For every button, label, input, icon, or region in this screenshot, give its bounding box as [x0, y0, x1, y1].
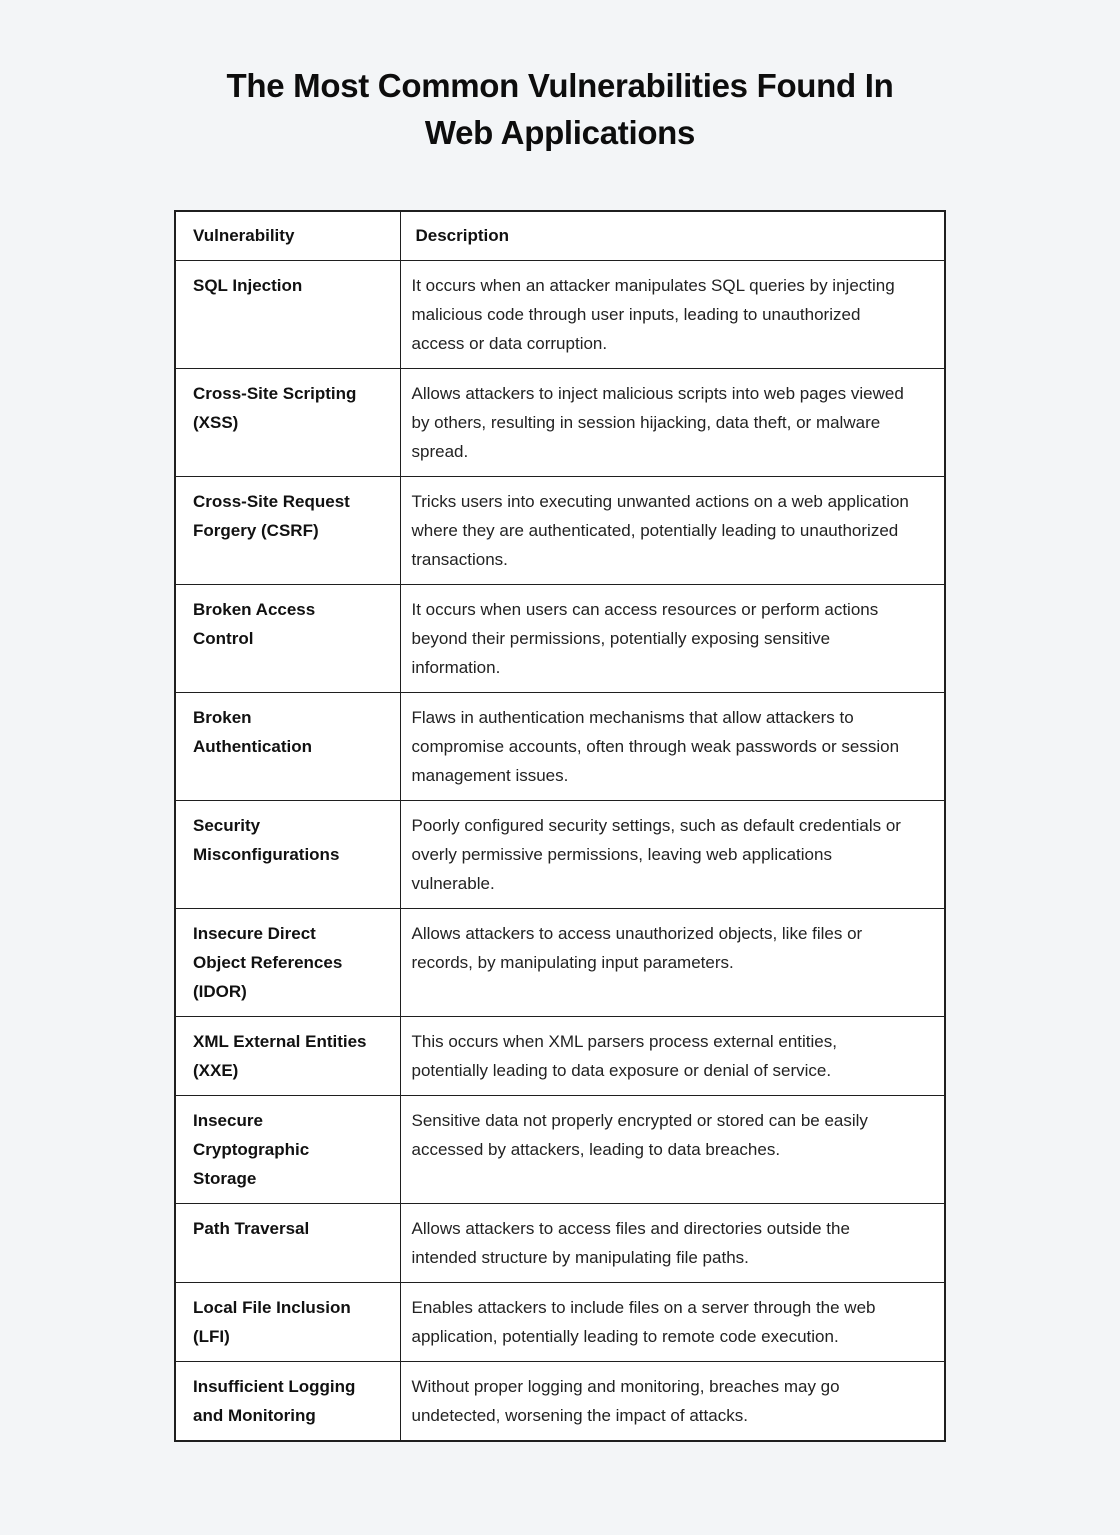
- description-cell: Allows attackers to inject malicious scripts into web pages viewed by others, resulting in session hijacking, data theft, or malware spread.: [400, 369, 945, 477]
- page-title: The Most Common Vulnerabilities Found In Web Applications: [226, 67, 894, 151]
- column-header-description: Description: [400, 211, 945, 261]
- vulnerability-cell: Cross-Site Request Forgery (CSRF): [175, 477, 400, 585]
- vulnerability-cell: SQL Injection: [175, 261, 400, 369]
- table-row: [175, 585, 945, 693]
- vulnerability-cell: Security Misconfigurations: [175, 801, 400, 909]
- table-row: [175, 909, 945, 1017]
- description-cell: Allows attackers to access unauthorized objects, like files or records, by manipulating input parameters.: [400, 909, 945, 1017]
- description-cell: Enables attackers to include files on a server through the web application, potentially leading to remote code execution.: [400, 1283, 945, 1362]
- description-cell: Allows attackers to access files and directories outside the intended structure by manipulating file paths.: [400, 1204, 945, 1283]
- vulnerability-cell: Broken Authentication: [175, 693, 400, 801]
- vulnerability-cell: Local File Inclusion (LFI): [175, 1283, 400, 1362]
- description-cell: Without proper logging and monitoring, breaches may go undetected, worsening the impact of attacks.: [400, 1362, 945, 1442]
- table-row: [175, 801, 945, 909]
- vulnerability-cell: Insecure Cryptographic Storage: [175, 1096, 400, 1204]
- table-row: [175, 1362, 945, 1442]
- table-row: [175, 1204, 945, 1283]
- table-row: [175, 1096, 945, 1204]
- table-header-row: [175, 211, 945, 261]
- table-row: [175, 477, 945, 585]
- vulnerability-cell: Broken Access Control: [175, 585, 400, 693]
- vulnerability-cell: Insecure Direct Object References (IDOR): [175, 909, 400, 1017]
- description-cell: Poorly configured security settings, such as default credentials or overly permissive permissions, leaving web applications vulnerable.: [400, 801, 945, 909]
- column-header-vulnerability: Vulnerability: [175, 211, 400, 261]
- vulnerability-cell: XML External Entities (XXE): [175, 1017, 400, 1096]
- vulnerability-cell: Insufficient Logging and Monitoring: [175, 1362, 400, 1442]
- table-row: [175, 1017, 945, 1096]
- vulnerability-cell: Cross-Site Scripting (XSS): [175, 369, 400, 477]
- description-cell: It occurs when an attacker manipulates SQL queries by injecting malicious code through user inputs, leading to unauthorized access or data corruption.: [400, 261, 945, 369]
- table-row: [175, 369, 945, 477]
- description-cell: Flaws in authentication mechanisms that allow attackers to compromise accounts, often through weak passwords or session management issues.: [400, 693, 945, 801]
- vulnerabilities-table: [174, 210, 946, 1442]
- table-body: [175, 261, 945, 1442]
- table-row: [175, 693, 945, 801]
- description-cell: This occurs when XML parsers process external entities, potentially leading to data exposure or denial of service.: [400, 1017, 945, 1096]
- table-row: [175, 1283, 945, 1362]
- description-cell: Sensitive data not properly encrypted or stored can be easily accessed by attackers, leading to data breaches.: [400, 1096, 945, 1204]
- vulnerability-cell: Path Traversal: [175, 1204, 400, 1283]
- table-row: [175, 261, 945, 369]
- description-cell: Tricks users into executing unwanted actions on a web application where they are authenticated, potentially leading to unauthorized transactions.: [400, 477, 945, 585]
- description-cell: It occurs when users can access resources or perform actions beyond their permissions, potentially exposing sensitive information.: [400, 585, 945, 693]
